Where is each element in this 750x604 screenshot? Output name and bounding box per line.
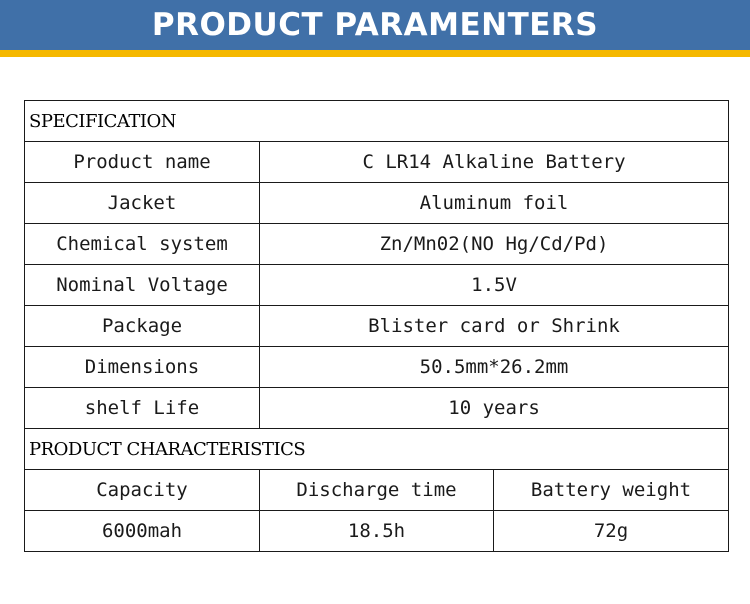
column-header-capacity: Capacity [25,470,260,511]
characteristics-header-row [25,470,729,511]
row-value: C LR14 Alkaline Battery [260,142,729,183]
row-value: 1.5V [260,265,729,306]
table-row [25,142,729,183]
battery-weight-value: 72g [494,511,729,552]
row-label: Product name [25,142,260,183]
table-row [25,265,729,306]
spec-table [24,100,729,552]
section-row-characteristics [25,429,729,470]
discharge-time-value: 18.5h [260,511,494,552]
row-value: Zn/Mn02(NO Hg/Cd/Pd) [260,224,729,265]
column-header-battery-weight: Battery weight [494,470,729,511]
section-heading-characteristics: PRODUCT CHARACTERISTICS [25,429,729,470]
title-banner [0,0,750,50]
row-label: Nominal Voltage [25,265,260,306]
row-value: Aluminum foil [260,183,729,224]
row-label: shelf Life [25,388,260,429]
row-value: 10 years [260,388,729,429]
accent-stripe [0,50,750,57]
table-row [25,388,729,429]
table-row [25,306,729,347]
row-label: Dimensions [25,347,260,388]
row-label: Jacket [25,183,260,224]
row-value: Blister card or Shrink [260,306,729,347]
table-row [25,183,729,224]
characteristics-value-row [25,511,729,552]
section-row-specification [25,101,729,142]
table-row [25,224,729,265]
section-heading-specification: SPECIFICATION [25,101,729,142]
row-label: Chemical system [25,224,260,265]
page-title: PRODUCT PARAMENTERS [151,7,599,43]
capacity-value: 6000mah [25,511,260,552]
row-label: Package [25,306,260,347]
row-value: 50.5mm*26.2mm [260,347,729,388]
column-header-discharge-time: Discharge time [260,470,494,511]
table-row [25,347,729,388]
